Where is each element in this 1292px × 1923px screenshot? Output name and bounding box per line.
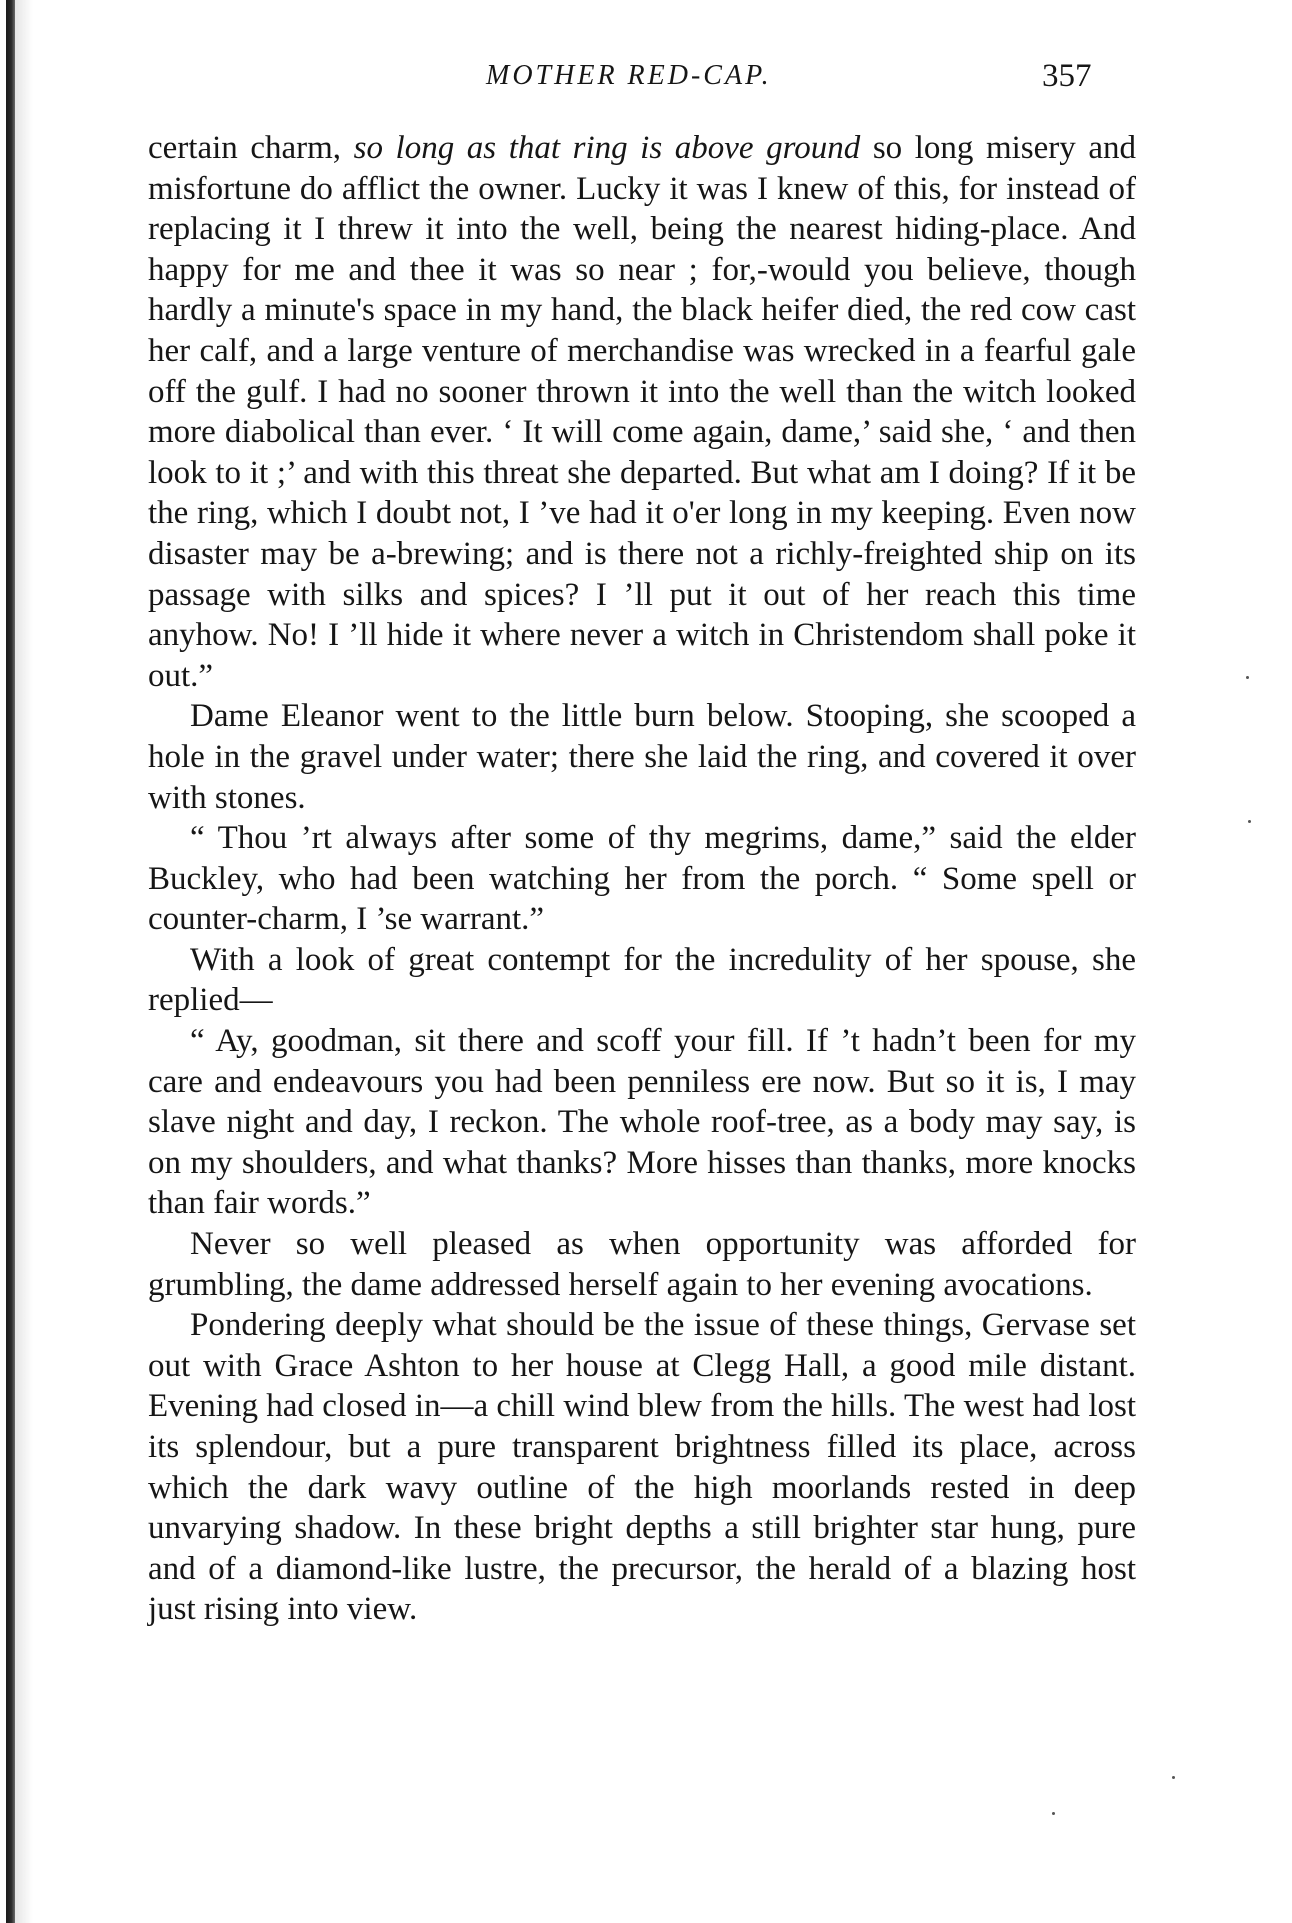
running-title: MOTHER RED-CAP. [486,60,772,91]
paragraph-1-italic-phrase: so long as that ring is above ground [353,130,861,166]
paragraph-5: “ Ay, goodman, sit there and scoff your fill. If ’t hadn’t been for my care and endeavours you had been penniless ere now. But so it is, I may slave night and day, I reckon. The whole roof-tree, as a body may say, is on my shoulders, and what thanks? More hisses than thanks, more knocks than fair words.” [148,1023,1136,1222]
paragraph-3: “ Thou ’rt always after some of thy megrims, dame,” said the elder Buckley, who had been watching her from the porch. “ Some spell or counter-charm, I ’se warrant.” [148,820,1136,938]
page-number: 357 [1042,58,1092,94]
page-binding-shadow [15,0,33,1923]
paper-speck [1246,676,1249,679]
paragraph-1-start: certain charm, [148,130,354,166]
body-text [148,128,1136,1630]
paragraph-6: Never so well pleased as when opportunity was afforded for grumbling, the dame addressed herself again to her evening avocations. [148,1226,1136,1303]
paper-speck [1052,1812,1055,1815]
page-binding-edge [6,0,15,1923]
paragraph-1 [148,128,1136,696]
paragraph-4: With a look of great contempt for the incredulity of her spouse, she replied— [148,941,1136,1019]
paper-speck [1172,1776,1175,1779]
paper-speck [1248,820,1251,823]
paragraph-7: Pondering deeply what should be the issue of these things, Gervase set out with Grace Ashton to her house at Clegg Hall, a good mile distant. Evening had closed in—a chill wind blew from the hills. The west had lost its splendour, but a pure transparent brightness filled its place, across which the dark wavy outline of the high moorlands rested in deep unvarying shadow. In these bright depths a still brighter star hung, pure and of a diamond-like lustre, the precursor, the herald of a blazing host just rising into view. [148,1307,1136,1628]
paragraph-1-rest: so long misery and misfortune do afflict the owner. Lucky it was I knew of this, for instead of replacing it I threw it into the well, being the nearest hiding-place. And happy for me and thee it was so near ; for,-would you believe, though hardly a minute's space in my hand, the black heifer died, the red cow cast her calf, and a large venture of merchandise was wrecked in a fearful gale off the gulf. I had no sooner thrown it into the well than the witch looked more diabolical than ever. ‘ It will come again, dame,’ said she, ‘ and then look to it ;’ and with this threat she departed. But what am I doing? If it be the ring, which I doubt not, I ’ve had it o'er long in my keeping. Even now disaster may be a-brewing; and is there not a richly-freighted ship on its passage with silks and spices? I ’ll put it out of her reach this time anyhow. No! I ’ll hide it where never a witch in Christendom shall poke it out.” [148,130,1137,694]
running-header [0,58,1292,108]
paragraph-2: Dame Eleanor went to the little burn below. Stooping, she scooped a hole in the gravel under water; there she laid the ring, and covered it over with stones. [148,698,1136,816]
